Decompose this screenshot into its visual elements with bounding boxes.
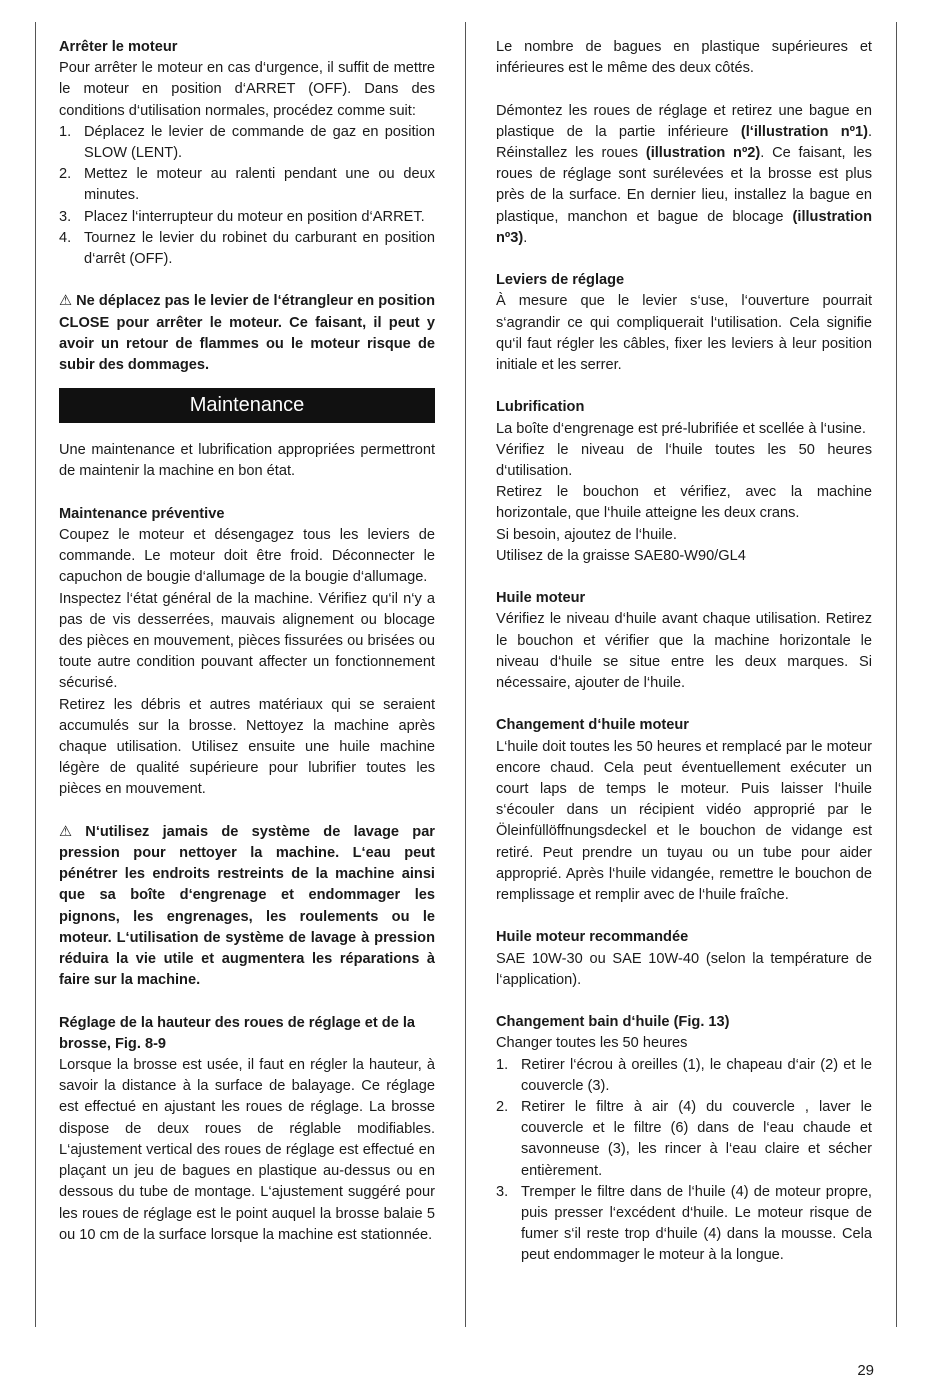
list-item: 1. Déplacez le levier de commande de gaz en position SLOW (LENT). [59, 123, 435, 162]
recommandee-heading: Huile moteur recommandée [496, 929, 689, 946]
huile-moteur-heading: Huile moteur [496, 590, 586, 607]
list-item: 1. Retirer l‘écrou à oreilles (1), le chapeau d‘air (2) et le couvercle (3). [496, 1056, 872, 1094]
list-item: 3. Tremper le filtre dans de l‘huile (4) de moteur propre, puis presser l‘excédent d‘huile. Le moteur risque de fumer s‘il reste trop d‘huile (4) dans la mousse. Cela peut endommager le moteur à la longue. [496, 1183, 872, 1264]
arreter-steps-list [59, 122, 435, 270]
lubrification-line: La boîte d‘engrenage est pré-lubrifiée et scellée à l‘usine. [496, 420, 866, 437]
reglage-paragraph: Lorsque la brosse est usée, il faut en régler la hauteur, à savoir la distance à la surface de balayage. Ce réglage est effectué en ajustant les roues de réglage. La brosse dispose de deux roues de réglable modifiables. L‘ajustement vertical des roues de réglage est effectué en plaçant un jeu de bagues en plastique au-dessus ou en dessous du tube de montage. L‘ajustement suggéré pour les roues de réglage est le point auquel la brosse balaie 5 ou 10 cm de la surface lorsque la machine est stationnée. [59, 1057, 435, 1243]
right-column [496, 37, 872, 1267]
pressure-wash-warning: ⚠ N‘utilisez jamais de système de lavage par pression pour nettoyer la machine. L‘eau peut pénétrer les endroits restreints de la machine ainsi que sa boîte d‘engrenage et endommager les pignons, les engrenages, les roulements ou le moteur. L‘utilisation de système de lavage à pression réduira la vie utile et augmentera les réparations à faire sur la machine. [59, 823, 435, 989]
list-item: 2. Retirer le filtre à air (4) du couvercle , laver le couvercle et le filtre (6) dans de l‘eau chaude et savonneuse (3), les rincer à l‘eau claire et sécher entièrement. [496, 1099, 872, 1179]
right-margin-rule [896, 22, 897, 1327]
lubrification-line: Utilisez de la graisse SAE80-W90/GL4 [496, 547, 746, 564]
changement-heading: Changement d‘huile moteur [496, 717, 689, 734]
changement-paragraph: L‘huile doit toutes les 50 heures et remplacé par le moteur encore chaud. Cela peut éventuellement exécuter un court laps de temps le moteur. Puis laisser l‘huile s‘écouler dans un récipient vidéo approprié par le Öleinfüllöffnungsdeckel et le bouchon de vidange est retiré. Peut prendre un tuyau ou un tube pour aider approprié. Après l‘huile vidangée, remettre le bouchon de remplissage et remplir avec de l‘huile fraîche. [496, 738, 872, 904]
huile-moteur-paragraph: Vérifiez le niveau d‘huile avant chaque utilisation. Retirez le bouchon et vérifier que la machine horizontale le niveau d‘huile se situe entre les deux marques. Si nécessaire, ajouter de l‘huile. [496, 611, 872, 692]
lubrification-line: Si besoin, ajoutez de l‘huile. [496, 526, 677, 543]
bain-intro: Changer toutes les 50 heures [496, 1035, 688, 1052]
preventive-paragraph-2: Inspectez l‘état général de la machine. Vérifiez qu‘il n‘y a pas de vis desserrées, mauvais alignement ou blocage des pièces en mouvement, pièces fissurées ou brisées ou toute autre condition pouvant affecter un fonctionnement sécurisé. [59, 590, 435, 692]
center-column-rule [465, 22, 466, 1327]
bain-heading: Changement bain d‘huile (Fig. 13) [496, 1014, 730, 1031]
lubrification-line: Vérifiez le niveau de l‘huile toutes les 50 heures d‘utilisation. [496, 441, 872, 480]
lubrification-heading: Lubrification [496, 399, 585, 416]
arreter-heading: Arrêter le moteur [59, 39, 178, 55]
preventive-heading: Maintenance préventive [59, 505, 225, 522]
preventive-paragraph-1: Coupez le moteur et désengagez tous les leviers de commande. Le moteur doit être froid. Déconnecter le capuchon de bougie d‘allumage de la bougie d‘allumage. [59, 527, 435, 586]
recommandee-paragraph: SAE 10W-30 ou SAE 10W-40 (selon la température de l‘application). [496, 950, 872, 988]
page-number: 29 [857, 1362, 874, 1379]
maintenance-banner: Maintenance [59, 388, 435, 423]
warning-icon: ⚠ [59, 293, 73, 310]
demontez-paragraph: Démontez les roues de réglage et retirez une bague en plastique de la partie inférieure (l‘illustration nº1). Réinstallez les roues (illustration nº2). Ce faisant, les roues de réglage sont surélevées et la brosse est plus près de la surface. En dernier lieu, installez la bague en plastique, manchon et bague de blocage (illustration nº3). [496, 102, 872, 246]
list-item: 2. Mettez le moteur au ralenti pendant une ou deux minutes. [59, 166, 435, 204]
bagues-paragraph: Le nombre de bagues en plastique supérieures et inférieures est le même des deux côtés. [496, 39, 872, 77]
maintenance-intro: Une maintenance et lubrification appropriées permettront de maintenir la machine en bon état. [59, 442, 435, 480]
list-item: 3. Placez l‘interrupteur du moteur en position d‘ARRET. [59, 208, 425, 225]
lubrification-line: Retirez le bouchon et vérifiez, avec la machine horizontale, que l‘huile atteigne les deux crans. [496, 484, 872, 522]
bain-steps-list [496, 1055, 872, 1267]
list-item: 4. Tournez le levier du robinet du carburant en position d‘arrêt (OFF). [59, 229, 435, 268]
leviers-heading: Leviers de réglage [496, 272, 625, 289]
left-margin-rule [35, 22, 36, 1327]
left-column [59, 37, 435, 1246]
arreter-intro: Pour arrêter le moteur en cas d‘urgence, il suffit de mettre le moteur en position d‘ARRET (OFF). Dans des conditions d‘utilisation normales, procédez comme suit: [59, 60, 435, 119]
reglage-heading: Réglage de la hauteur des roues de réglage et de la brosse, Fig. 8-9 [59, 1014, 416, 1052]
leviers-paragraph: À mesure que le levier s‘use, l‘ouverture pourrait s‘agrandir ce qui compliquerait l‘utilisation. Cela signifie qu‘il faut régler les câbles, fixer les leviers à leur position initiale et les serrer. [496, 293, 872, 374]
preventive-paragraph-3: Retirez les débris et autres matériaux qui se seraient accumulés sur la brosse. Nettoyez la machine après chaque utilisation. Utilisez ensuite une huile machine légère de qualité supérieure pour lubrifier toutes les pièces en mouvement. [59, 696, 435, 798]
warning-icon: ⚠ [59, 823, 82, 840]
choke-warning: ⚠ Ne déplacez pas le levier de l‘étrangleur en position CLOSE pour arrêter le moteur. Ce faisant, il peut y avoir un retour de flammes ou le moteur risque de subir des dommages. [59, 293, 435, 374]
